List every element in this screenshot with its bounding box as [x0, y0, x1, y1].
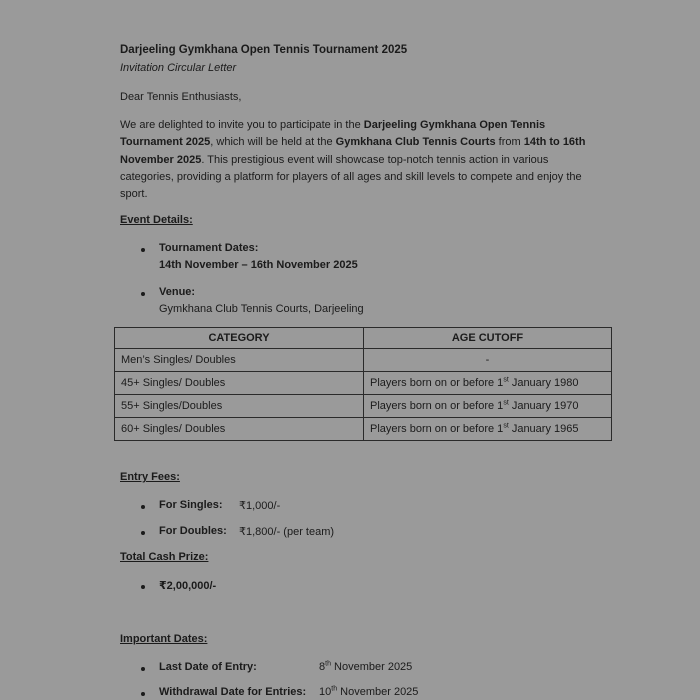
cutoff-ordinal: st	[503, 399, 509, 407]
withdrawal-day: 10	[319, 686, 332, 698]
last-entry-rest: November 2025	[330, 661, 413, 673]
intro-text: , which will be held at the	[210, 136, 336, 149]
table-row	[115, 349, 612, 372]
greeting: Dear Tennis Enthusiasts,	[120, 91, 242, 103]
bullet-icon	[141, 248, 145, 252]
doubles-fee-value: ₹1,800/- (per team)	[239, 526, 335, 538]
cutoff-ordinal: st	[503, 376, 509, 384]
intro-text: . This prestigious event will showcase top-notch tennis action in various categories, providing a platform for players of all ages and skill levels to compete and enjoy the sport.	[120, 153, 582, 201]
category-table	[114, 327, 612, 441]
bullet-icon	[141, 692, 145, 696]
last-entry-day: 8	[319, 661, 326, 673]
cutoff-text: January 1970	[508, 400, 579, 412]
bullet-icon	[141, 667, 145, 671]
venue-label: Venue:	[159, 286, 196, 298]
tournament-dates-label: Tournament Dates:	[159, 242, 259, 254]
intro-dates: 14th to 16th November 2025	[120, 136, 586, 166]
bullet-icon	[141, 585, 145, 589]
bullet-icon	[141, 531, 145, 535]
cutoff-text: January 1965	[508, 423, 579, 435]
last-entry-ordinal: th	[325, 660, 331, 668]
intro-event-name: Darjeeling Gymkhana Open Tennis Tournament 2025	[120, 119, 546, 149]
event-details-heading: Event Details:	[120, 214, 193, 226]
intro-paragraph	[120, 117, 600, 203]
withdrawal-rest: November 2025	[337, 686, 419, 698]
withdrawal-value	[319, 686, 418, 698]
category-cell: 45+ Singles/ Doubles	[115, 372, 364, 395]
bullet-icon	[141, 505, 145, 509]
cutoff-text: Players born on or before 1	[370, 400, 504, 412]
document-title: Darjeeling Gymkhana Open Tennis Tournament 2025	[120, 44, 408, 56]
category-cell: 55+ Singles/Doubles	[115, 395, 364, 418]
cash-prize-value: ₹2,00,000/-	[159, 580, 217, 592]
intro-venue: Gymkhana Club Tennis Courts	[335, 136, 496, 149]
category-header: CATEGORY	[115, 328, 364, 349]
intro-text: from	[495, 136, 524, 149]
table-header-row	[115, 328, 612, 349]
last-entry-label: Last Date of Entry:	[159, 661, 257, 673]
table-row	[115, 395, 612, 418]
important-dates-heading: Important Dates:	[120, 633, 208, 645]
entry-fees-heading: Entry Fees:	[120, 471, 180, 483]
tournament-dates-value: 14th November – 16th November 2025	[159, 259, 358, 271]
singles-fee-value: ₹1,000/-	[239, 500, 281, 512]
cutoff-ordinal: st	[503, 422, 509, 430]
cutoff-cell: -	[364, 349, 612, 372]
document-subtitle: Invitation Circular Letter	[120, 62, 237, 74]
cutoff-text: January 1980	[508, 377, 579, 389]
table-row	[115, 418, 612, 441]
intro-text: We are delighted to invite you to participate in the	[120, 119, 364, 131]
age-cutoff-header: AGE CUTOFF	[364, 328, 612, 349]
doubles-fee-label: For Doubles:	[159, 525, 227, 537]
cutoff-cell	[364, 372, 612, 395]
category-cell: Men’s Singles/ Doubles	[115, 349, 364, 372]
cutoff-text: Players born on or before 1	[370, 377, 504, 389]
withdrawal-ordinal: th	[331, 685, 338, 693]
cash-prize-heading: Total Cash Prize:	[120, 551, 209, 563]
venue-value: Gymkhana Club Tennis Courts, Darjeeling	[159, 303, 364, 315]
category-cell: 60+ Singles/ Doubles	[115, 418, 364, 441]
singles-fee-label: For Singles:	[159, 499, 223, 511]
cutoff-cell	[364, 418, 612, 441]
last-entry-value	[319, 661, 412, 673]
cutoff-cell	[364, 395, 612, 418]
table-row	[115, 372, 612, 395]
bullet-icon	[141, 292, 145, 296]
cutoff-text: Players born on or before 1	[370, 423, 504, 435]
withdrawal-label: Withdrawal Date for Entries:	[159, 686, 307, 698]
